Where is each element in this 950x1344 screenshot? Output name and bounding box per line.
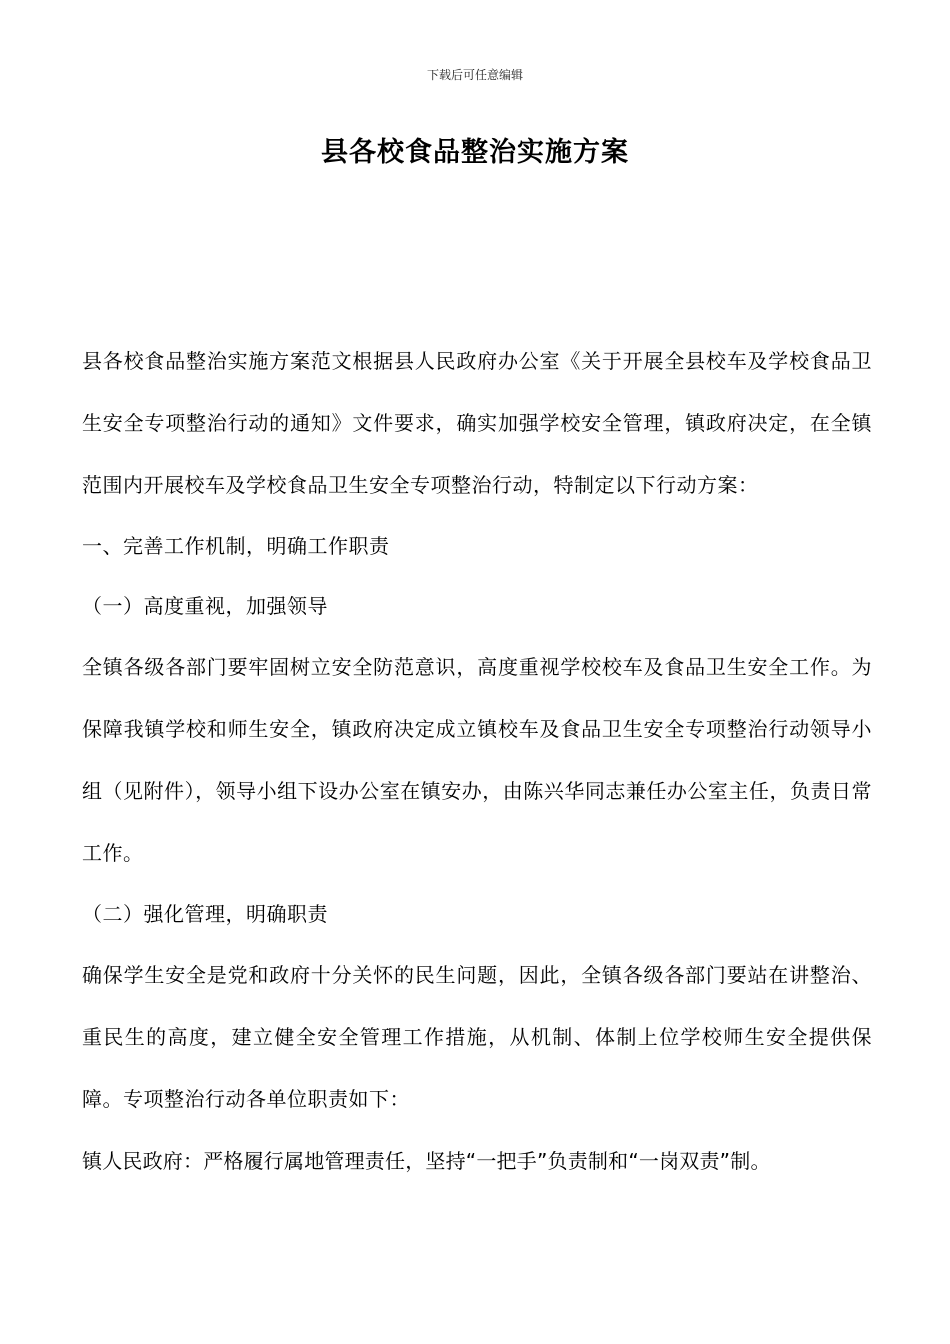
subsection-heading-2: （二）强化管理，明确职责 xyxy=(82,902,328,926)
intro-paragraph: 县各校食品整治实施方案范文根据县人民政府办公室《关于开展全县校车及学校食品卫生安全专项整治行动的通知》文件要求，确实加强学校安全管理，镇政府决定，在全镇范围内开展校车及学校食品卫生安全专项整治行动，特制定以下行动方案： xyxy=(82,349,872,497)
document-body xyxy=(82,330,872,1192)
town-government-paragraph: 镇人民政府：严格履行属地管理责任，坚持“一把手”负责制和“一岗双责”制。 xyxy=(82,1149,771,1173)
section-heading-1: 一、完善工作机制，明确工作职责 xyxy=(82,534,390,558)
header-note: 下载后可任意编辑 xyxy=(426,68,523,82)
subsection-1-paragraph: 全镇各级各部门要牢固树立安全防范意识，高度重视学校校车及食品卫生安全工作。为保障我镇学校和师生安全，镇政府决定成立镇校车及食品卫生安全专项整治行动领导小组（见附件），领导小组下设办公室在镇安办，由陈兴华同志兼任办公室主任，负责日常工作。 xyxy=(82,655,872,865)
subsection-heading-1: （一）高度重视，加强领导 xyxy=(82,594,328,618)
subsection-2-paragraph: 确保学生安全是党和政府十分关怀的民生问题，因此，全镇各级各部门要站在讲整治、重民生的高度，建立健全安全管理工作措施，从机制、体制上位学校师生安全提供保障。专项整治行动各单位职责如下： xyxy=(82,963,872,1111)
document-title: 县各校食品整治实施方案 xyxy=(321,137,629,168)
